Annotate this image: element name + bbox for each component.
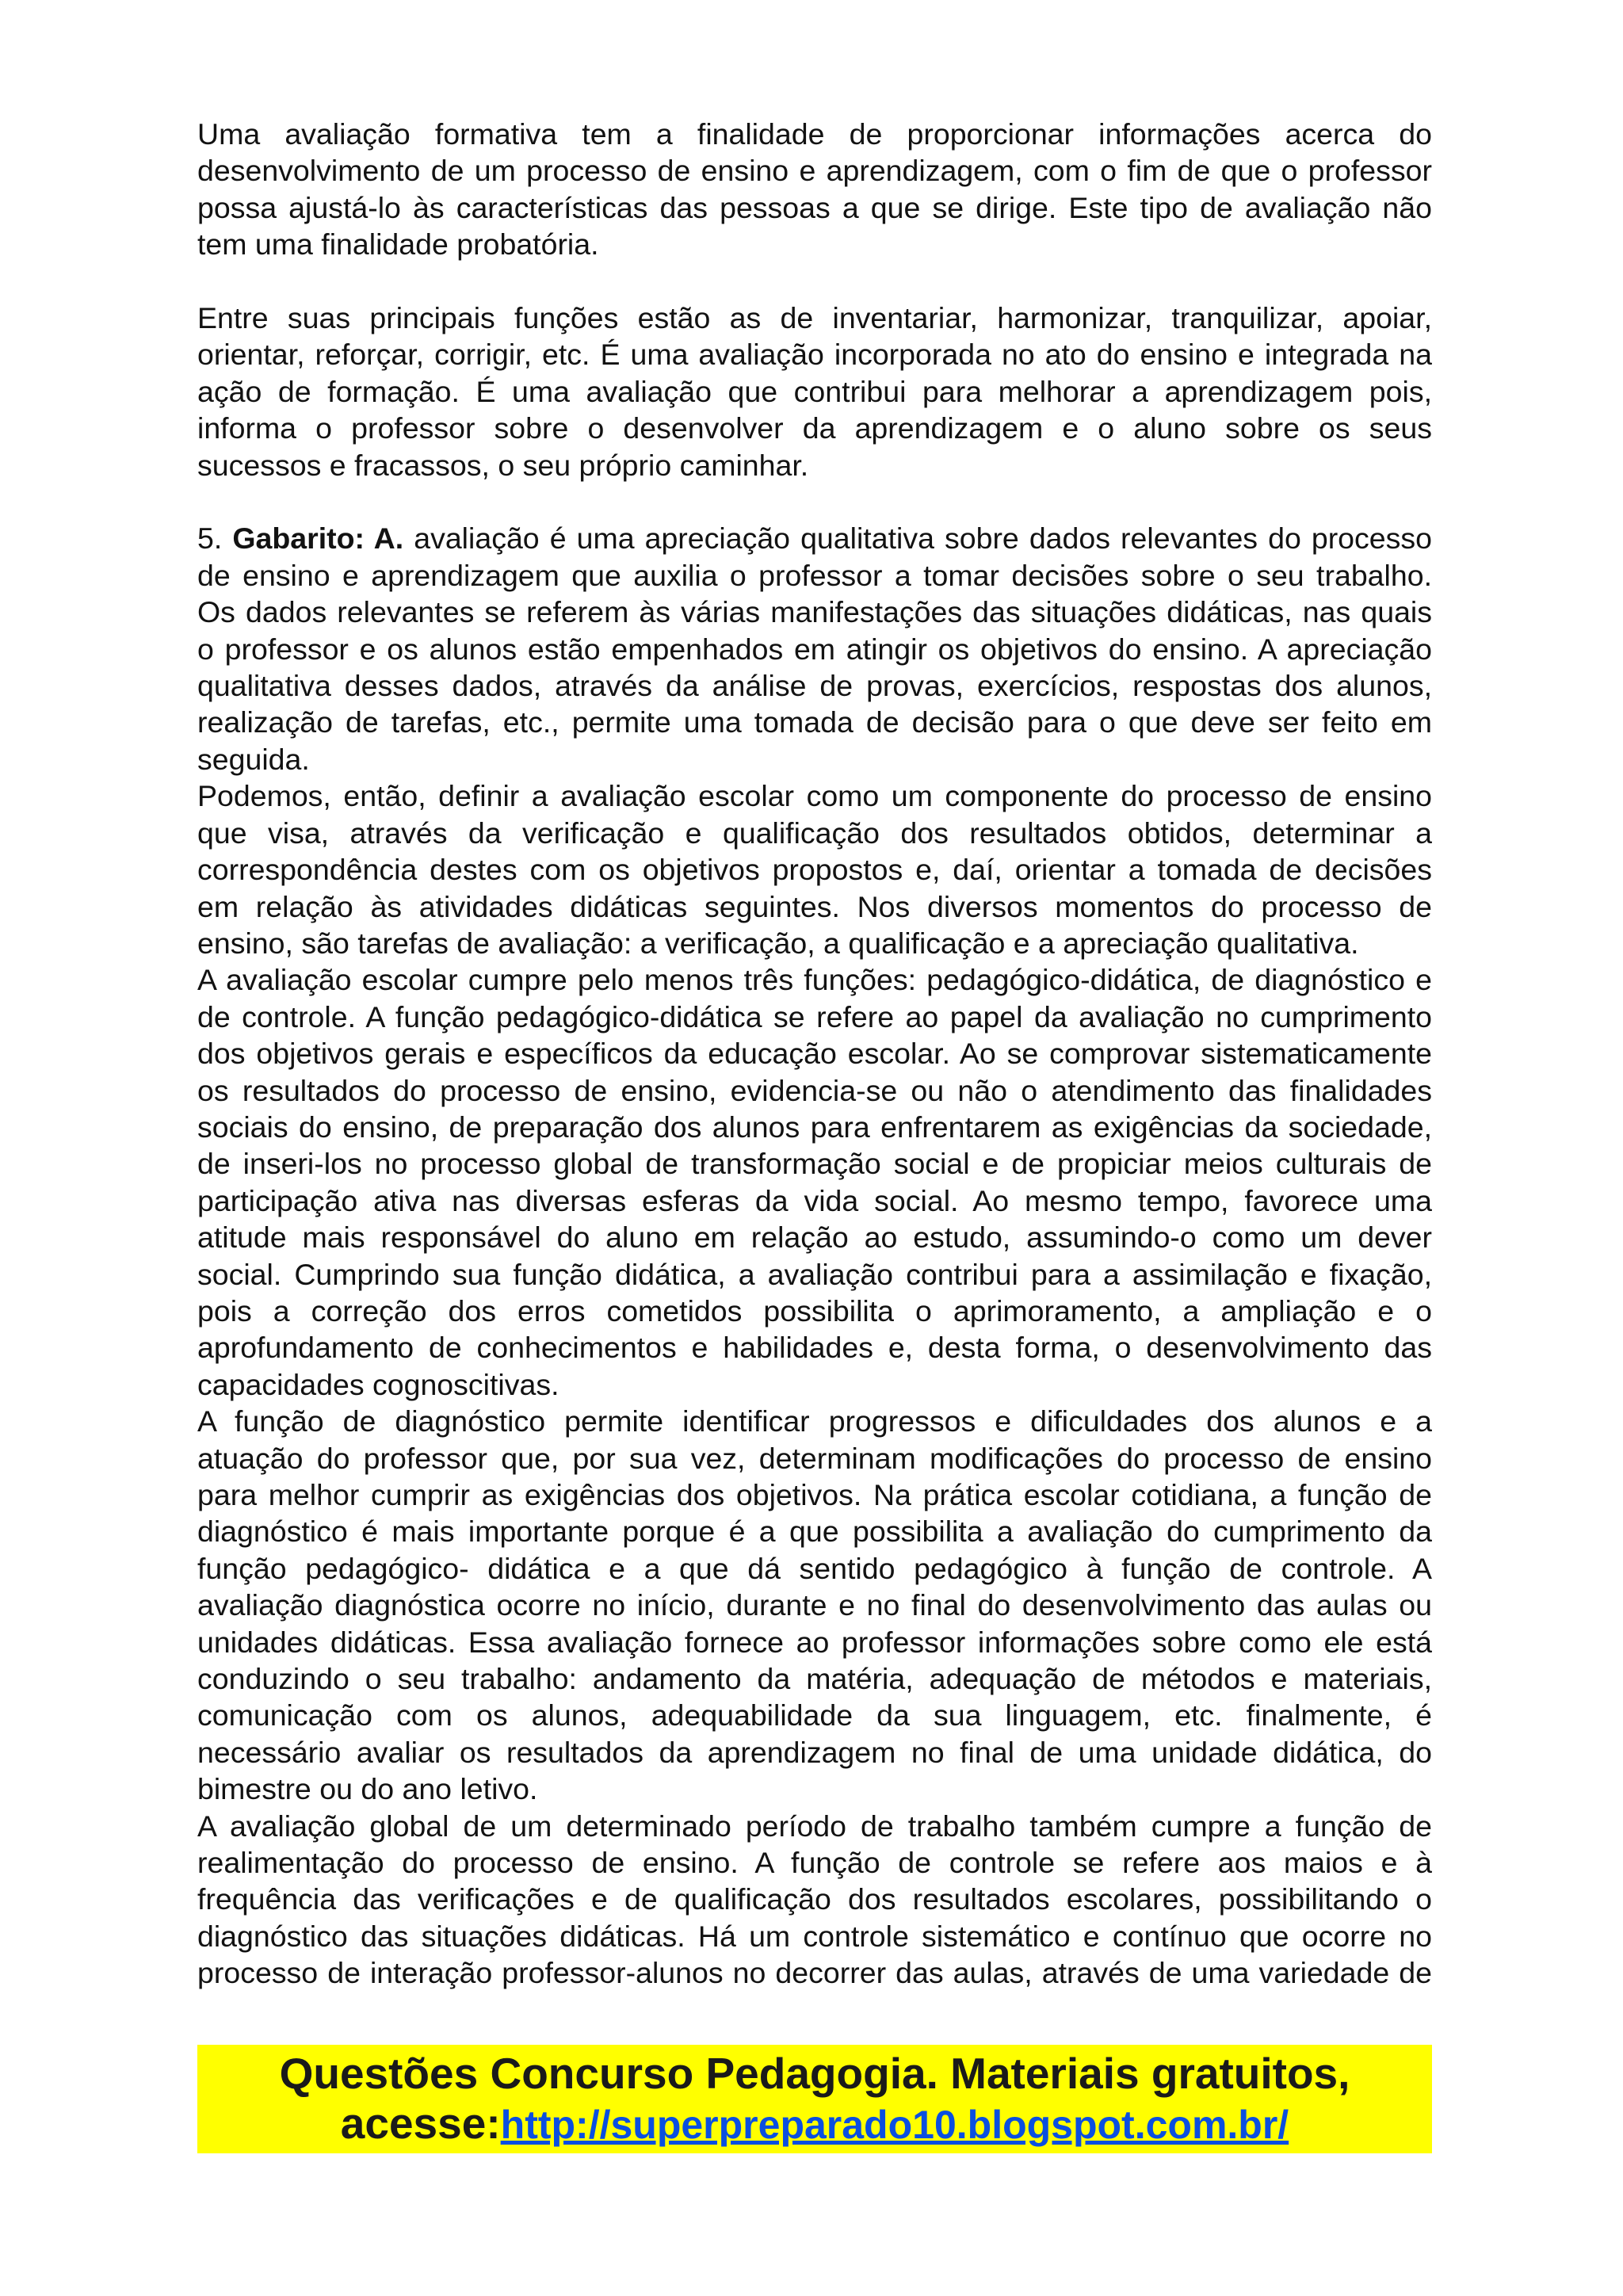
text-line: A avaliação global de um determinado período de trabalho também cumpre a função de (197, 1809, 1432, 1843)
paragraph (197, 1808, 1432, 1992)
text-line: Uma avaliação formativa tem a finalidade de proporcionar informações acerca do (197, 117, 1432, 151)
text-line: correspondência destes com os objetivos propostos e, daí, orientar a tomada de decisões (197, 853, 1432, 887)
text-line: social. Cumprindo sua função didática, a avaliação contribui para a assimilação e fixação, (197, 1257, 1432, 1291)
text-line: bimestre ou do ano letivo. (197, 1772, 538, 1806)
text-line: informa o professor sobre o desenvolver da aprendizagem e o aluno sobre os seus (197, 411, 1432, 445)
text-line: diagnóstico é mais importante porque é a que possibilita a avaliação do cumprimento da (197, 1515, 1432, 1549)
text-line: de controle. A função pedagógico-didática se refere ao papel da avaliação no cumprimento (197, 999, 1432, 1033)
text-line: tem uma finalidade probatória. (197, 227, 599, 262)
text-line: atuação do professor que, por sua vez, determinam modificações do processo de ensino (197, 1441, 1432, 1475)
text-line: aprofundamento de conhecimentos e habilidades e, desta forma, o desenvolvimento das (197, 1331, 1432, 1365)
text-line: realização de tarefas, etc., permite uma tomada de decisão para o que deve ser feito em (197, 705, 1432, 739)
text-line: conduzindo o seu trabalho: andamento da matéria, adequação de métodos e materiais, (197, 1662, 1432, 1696)
text-line: diagnóstico das situações didáticas. Há um controle sistemático e contínuo que ocorre no (197, 1919, 1432, 1953)
text-line: orientar, reforçar, corrigir, etc. É uma avaliação incorporada no ato do ensino e integrada na (197, 338, 1432, 372)
paragraph (197, 961, 1432, 1403)
text-line: possa ajustá-lo às características das pessoas a que se dirige. Este tipo de avaliação não (197, 190, 1432, 224)
text-line: ensino, são tarefas de avaliação: a verificação, a qualificação e a apreciação qualitativa. (197, 926, 1359, 960)
text-line: seguida. (197, 742, 310, 776)
banner-link-prefix: acesse: (340, 2099, 501, 2148)
text-line: função pedagógico- didática e a que dá sentido pedagógico à função de controle. A (197, 1551, 1432, 1585)
text-line: que visa, através da verificação e qualificação dos resultados obtidos, determinar a (197, 816, 1432, 850)
text-line: desenvolvimento de um processo de ensino e aprendizagem, com o fim de que o professor (197, 154, 1432, 188)
text-line: dos objetivos gerais e específicos da educação escolar. Ao se comprovar sistematicamente (197, 1037, 1432, 1071)
banner-link-line (197, 2099, 1432, 2149)
text-line: participação ativa nas diversas esferas da vida social. Ao mesmo tempo, favorece uma (197, 1183, 1432, 1217)
text-line: sociais do ensino, de preparação dos alunos para enfrentarem as exigências da sociedade, (197, 1110, 1432, 1144)
paragraph (197, 777, 1432, 961)
banner-headline: Questões Concurso Pedagogia. Materiais gratuitos, (279, 2049, 1350, 2098)
item-number: 5. (197, 521, 223, 556)
paragraph (197, 1403, 1432, 1807)
answer-key-label: Gabarito: A. (232, 521, 404, 556)
text-line: Entre suas principais funções estão as de inventariar, harmonizar, tranquilizar, apoiar, (197, 301, 1432, 335)
text-line: necessário avaliar os resultados da aprendizagem no final de uma unidade didática, do (197, 1735, 1432, 1769)
text-line: atitude mais responsável do aluno em relação ao estudo, assumindo-o como um dever (197, 1221, 1432, 1255)
text-line: o professor e os alunos estão empenhados em atingir os objetivos do ensino. A apreciação (197, 632, 1432, 666)
text-line: os resultados do processo de ensino, evidencia-se ou não o atendimento das finalidades (197, 1073, 1432, 1107)
text-line: qualitativa desses dados, através da análise de provas, exercícios, respostas dos alunos, (197, 669, 1432, 703)
text-line: processo de interação professor-alunos no decorrer das aulas, através de uma variedade de (197, 1956, 1432, 1990)
paragraph (197, 116, 1432, 263)
paragraph (197, 300, 1432, 483)
text-line: capacidades cognoscitivas. (197, 1367, 559, 1401)
footer-banner (197, 2045, 1432, 2153)
text-line: ação de formação. É uma avaliação que contribui para melhorar a aprendizagem pois, (197, 374, 1432, 408)
line-text: avaliação é uma apreciação qualitativa sobre dados relevantes do processo (414, 521, 1433, 556)
text-line (197, 520, 1432, 556)
text-line: em relação às atividades didáticas seguintes. Nos diversos momentos do processo de (197, 889, 1432, 923)
text-line: A avaliação escolar cumpre pelo menos três funções: pedagógico-didática, de diagnóstico e (197, 963, 1432, 997)
text-line: de inseri-los no processo global de transformação social e de propiciar meios culturais de (197, 1147, 1432, 1181)
blog-link[interactable]: http://superpreparado10.blogspot.com.br/ (500, 2103, 1289, 2147)
text-line: realimentação do processo de ensino. A função de controle se refere aos maios e à (197, 1846, 1432, 1880)
text-line: Podemos, então, definir a avaliação escolar como um componente do processo de ensino (197, 779, 1432, 813)
text-line: Os dados relevantes se referem às várias manifestações das situações didáticas, nas quais (197, 595, 1432, 629)
paragraph (197, 520, 1432, 777)
document-page (197, 116, 1432, 1992)
text-line: avaliação diagnóstica ocorre no início, durante e no final do desenvolvimento das aulas ou (197, 1588, 1432, 1622)
text-line: sucessos e fracassos, o seu próprio caminhar. (197, 448, 809, 482)
text-line: frequência das verificações e de qualificação dos resultados escolares, possibilitando o (197, 1882, 1432, 1916)
text-line: de ensino e aprendizagem que auxilia o professor a tomar decisões sobre o seu trabalho. (197, 558, 1432, 592)
text-line: comunicação com os alunos, adequabilidade da sua linguagem, etc. finalmente, é (197, 1698, 1432, 1733)
text-line: unidades didáticas. Essa avaliação fornece ao professor informações sobre como ele está (197, 1625, 1432, 1659)
text-line: A função de diagnóstico permite identificar progressos e dificuldades dos alunos e a (197, 1404, 1432, 1438)
text-line: pois a correção dos erros cometidos possibilita o aprimoramento, a ampliação e o (197, 1293, 1432, 1328)
text-line: para melhor cumprir as exigências dos objetivos. Na prática escolar cotidiana, a função de (197, 1478, 1432, 1511)
